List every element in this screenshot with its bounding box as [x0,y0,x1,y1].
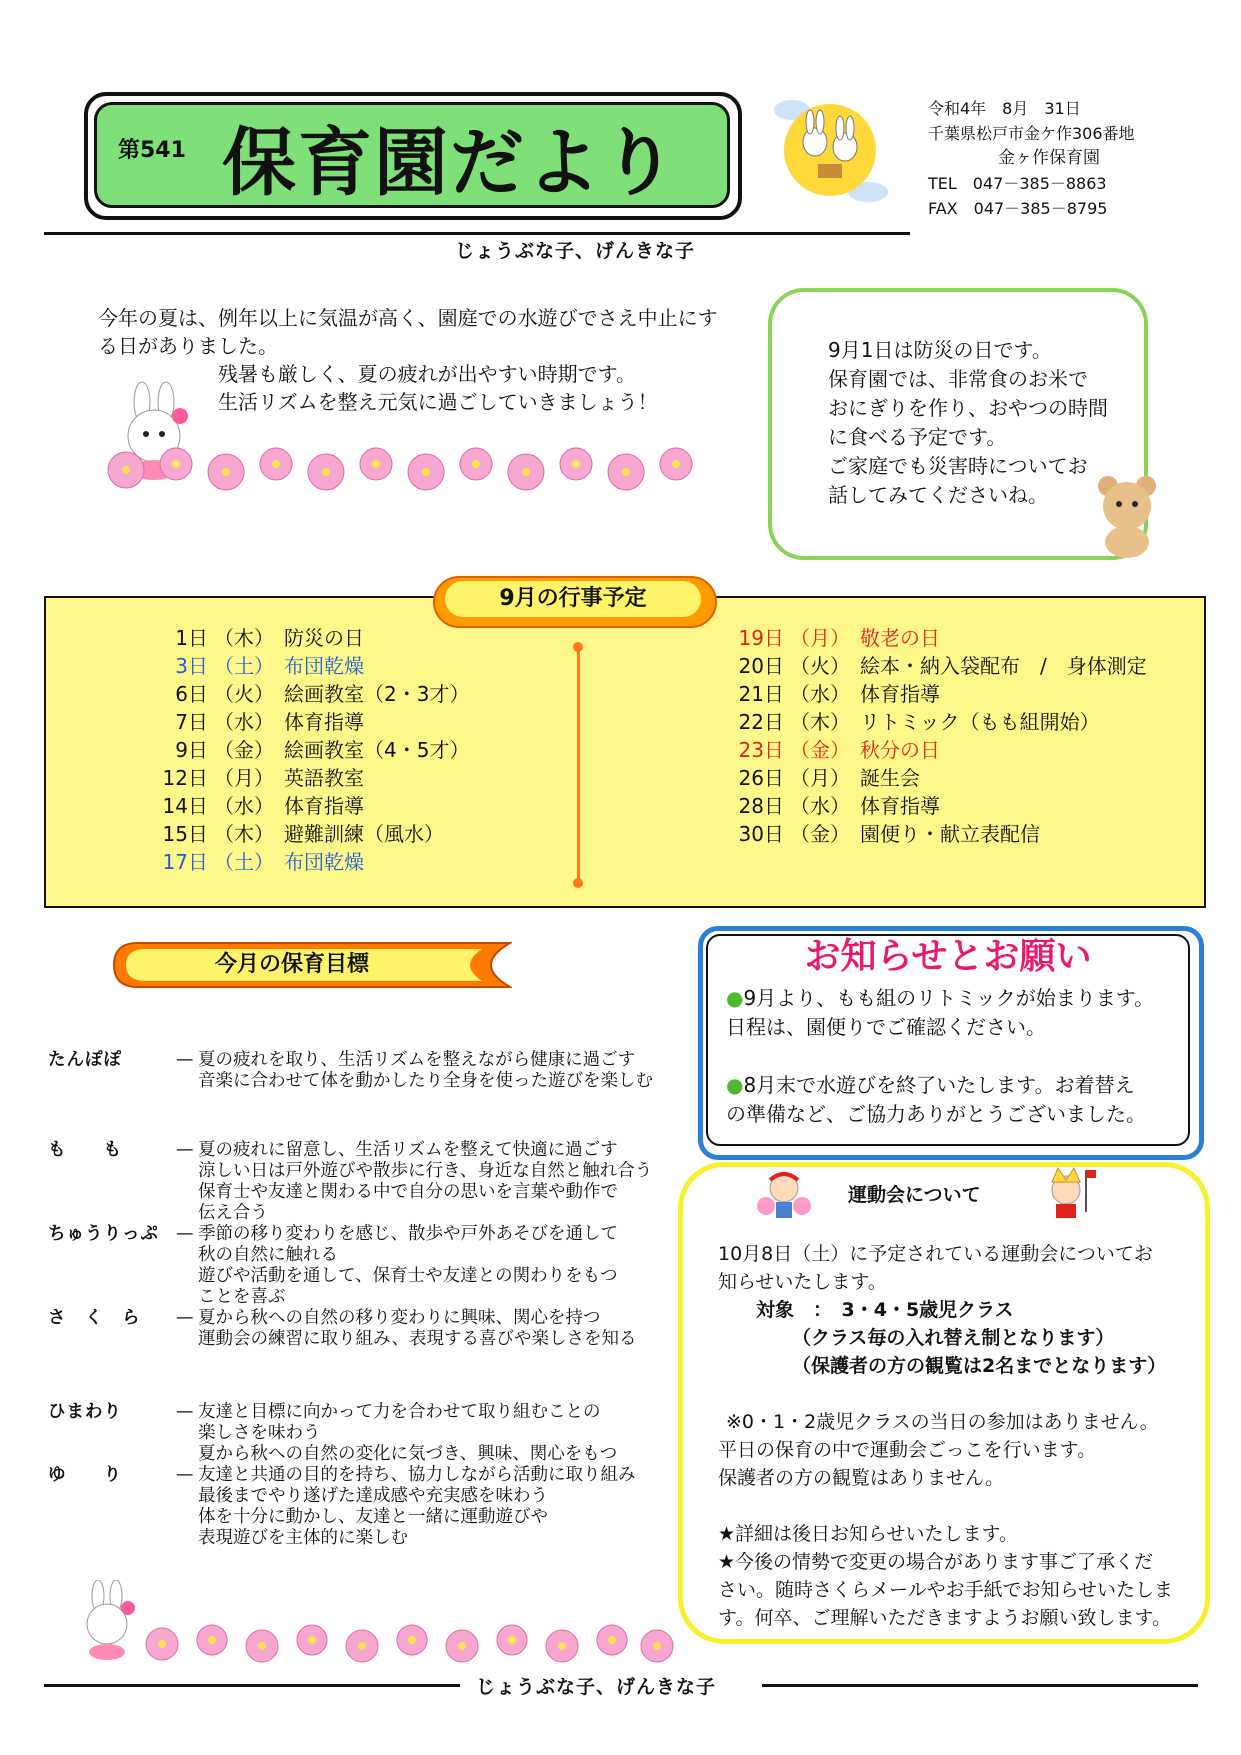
event-row [676,820,1147,848]
event-text: 布団乾燥 [284,850,364,874]
event-weekday: （月） [790,626,850,650]
address: 千葉県松戸市金ケ作306番地 [928,124,1135,143]
bullet-icon: ● [726,986,744,1010]
event-text: 秋分の日 [860,738,940,762]
newsletter-title: 保育園だより [222,120,678,206]
slogan-bottom: じょうぶな子、げんきな子 [476,1676,717,1698]
dash-icon: — [176,1465,194,1485]
sports-line: 知らせいたします。 [718,1271,887,1293]
sports-target: 対象 ： 3・4・5歳児クラス [756,1299,1014,1321]
nursery-info [928,96,1135,221]
event-row [100,736,469,764]
event-text: 絵本・納入袋配布 / 身体測定 [860,654,1147,678]
goal-line: 運動会の練習に取り組み、表現する喜びや楽しさを知る [198,1329,637,1349]
event-text: 絵画教室（2・3才） [284,682,470,706]
event-weekday: （金） [790,738,850,762]
event-day: 17日 [162,850,208,874]
flower-border [96,440,716,500]
goal-class: さ く ら [48,1308,141,1328]
event-text: 英語教室 [284,766,364,790]
event-weekday: （火） [214,682,274,706]
event-text: 園便り・献立表配信 [860,822,1040,846]
event-day: 14日 [162,794,208,818]
event-day: 15日 [162,822,208,846]
goal-class: ひまわり [48,1402,122,1422]
sports-line: 10月8日（土）に予定されている運動会についてお [718,1243,1153,1265]
disaster-line: おにぎりを作り、おやつの時間 [828,396,1108,420]
event-text: 体育指導 [284,710,364,734]
event-row [676,652,1147,680]
event-text: 避難訓練（風水） [284,822,444,846]
notice-line: 日程は、園便りでご確認ください。 [726,1015,1046,1039]
sports-line: 平日の保育の中で運動会ごっこを行います。 [718,1439,1097,1461]
event-weekday: （水） [790,682,850,706]
disaster-line: 保育園では、非常食のお米で [828,367,1088,391]
event-day: 28日 [738,794,784,818]
event-day: 30日 [738,822,784,846]
goal-item [48,1465,688,1549]
sports-line: さい。随時さくらメールやお手紙でお知らせいたしま [718,1579,1174,1601]
event-day: 6日 [175,682,208,706]
goal-item [48,1224,688,1308]
event-weekday: （火） [790,654,850,678]
goal-class: ゆ り [48,1465,122,1485]
nursery-name: 金ヶ作保育園 [998,148,1100,168]
flower-border [52,1614,682,1674]
event-day: 22日 [738,710,784,734]
event-weekday: （金） [214,738,274,762]
event-row [676,736,1147,764]
sports-day-title: 運動会について [848,1184,981,1206]
divider-dot [573,878,583,888]
event-weekday: （月） [214,766,274,790]
goal-line: 遊びや活動を通して、保育士や友達との関わりをもつ [198,1266,618,1286]
dash-icon: — [176,1224,194,1244]
event-row [100,792,469,820]
event-text: 布団乾燥 [284,654,364,678]
goal-line: 夏から秋への自然の移り変わりに興味、関心を持つ [198,1308,601,1328]
footer-rule-left [44,1684,460,1687]
goal-class: たんぽぽ [48,1050,122,1070]
goal-class: ちゅうりっぷ [48,1224,159,1244]
header-rule [44,232,910,235]
disaster-line: に食べる予定です。 [828,425,1007,449]
goal-line: 涼しい日は戸外遊びや散歩に行き、身近な自然と触れ合う [198,1161,653,1181]
goal-item [48,1308,688,1350]
issue-date: 令和4年 8月 31日 [928,99,1081,118]
dash-icon: — [176,1402,194,1422]
dash-icon: — [176,1140,194,1160]
event-row [100,820,469,848]
rabbits-illustration [770,92,890,207]
intro-line-2: 残暑も厳しく、夏の疲れが出やすい時期です。 [218,362,636,386]
notice-body [726,984,1186,1129]
event-text: 誕生会 [860,766,920,790]
goal-line: 保育士や友達と関わる中で自分の思いを言葉や動作で [198,1182,618,1202]
slogan-top: じょうぶな子、げんきな子 [455,240,696,262]
event-text: 敬老の日 [860,626,940,650]
goal-class: も も [48,1140,122,1160]
event-weekday: （水） [214,794,274,818]
event-row [676,792,1147,820]
goal-line: 夏から秋への自然の変化に気づき、興味、関心をもつ [198,1444,618,1464]
sports-day-body [704,1240,1184,1632]
goal-item [48,1050,688,1092]
event-day: 19日 [738,626,784,650]
disaster-line: 話してみてくださいね。 [828,483,1048,507]
goal-line: 最後までやり遂げた達成感や充実感を味わう [198,1486,548,1506]
sports-line: す。何卒、ご理解いただきますようお願い致します。 [718,1607,1171,1629]
goal-item [48,1140,688,1224]
event-day: 1日 [175,626,208,650]
goal-line: 夏の疲れを取り、生活リズムを整えながら健康に過ごす [198,1050,636,1070]
event-row [100,848,469,876]
sports-line: ★今後の情勢で変更の場合があります事ご了承くだ [718,1551,1154,1573]
goal-line: 表現遊びを主体的に楽しむ [198,1528,408,1548]
event-day: 12日 [162,766,208,790]
goal-line: 伝え合う [198,1203,268,1223]
disaster-line: 9月1日は防災の日です。 [828,338,1052,362]
event-text: 体育指導 [860,682,940,706]
event-row [100,652,469,680]
notice-line: の準備など、ご協力ありがとうございました。 [726,1102,1146,1126]
sports-line: ※0・1・2歳児クラスの当日の参加はありません。 [726,1411,1159,1433]
goal-line: 音楽に合わせて体を動かしたり全身を使った遊びを楽しむ [198,1071,653,1091]
notice-line: 8月末で水遊びを終了いたします。お着替え [743,1073,1135,1097]
event-text: 体育指導 [284,794,364,818]
event-text: 絵画教室（4・5才） [284,738,470,762]
goal-line: 夏の疲れに留意し、生活リズムを整えて快適に過ごす [198,1140,618,1160]
events-right-column [676,624,1147,848]
event-row [100,764,469,792]
tel-number: TEL 047－385－8863 [928,174,1107,193]
event-day: 7日 [175,710,208,734]
event-day: 9日 [175,738,208,762]
goal-line: ことを喜ぶ [198,1287,286,1307]
event-text: 防災の日 [284,626,364,650]
event-weekday: （土） [214,654,274,678]
goal-line: 体を十分に動かし、友達と一緒に運動遊びや [198,1507,548,1527]
sports-line: 保護者の方の観覧はありません。 [718,1467,1005,1489]
event-day: 21日 [738,682,784,706]
sports-line: ★詳細は後日お知らせいたします。 [718,1523,1018,1545]
notice-title: お知らせとお願い [804,936,1092,977]
goal-line: 友達と共通の目的を持ち、協力しながら活動に取り組み [198,1465,636,1485]
flag-child-illustration [1036,1162,1096,1222]
event-weekday: （金） [790,822,850,846]
goal-line: 友達と目標に向かって力を合わせて取り組むことの [198,1402,601,1422]
events-title: 9月の行事予定 [445,581,701,617]
event-weekday: （木） [214,822,274,846]
event-row [676,624,1147,652]
events-divider [577,646,580,882]
event-row [676,764,1147,792]
goal-item [48,1402,688,1465]
event-day: 20日 [738,654,784,678]
event-weekday: （水） [790,794,850,818]
event-text: 体育指導 [860,794,940,818]
dash-icon: — [176,1308,194,1328]
event-row [100,708,469,736]
event-text: リトミック（もも組開始） [860,710,1100,734]
sports-note: （クラス毎の入れ替え制となります） [792,1327,1115,1349]
fax-number: FAX 047－385－8795 [928,199,1108,218]
event-day: 3日 [175,654,208,678]
event-weekday: （木） [790,710,850,734]
cheering-child-illustration [756,1166,812,1222]
event-row [676,680,1147,708]
intro-line-1: 今年の夏は、例年以上に気温が高く、園庭での水遊びでさえ中止にする日がありました。 [98,306,718,358]
event-row [676,708,1147,736]
footer-rule-right [762,1684,1198,1687]
goals-list [48,1050,688,1549]
dash-icon: — [176,1050,194,1070]
event-weekday: （土） [214,850,274,874]
disaster-line: ご家庭でも災害時についてお [828,454,1088,478]
event-day: 23日 [738,738,784,762]
event-weekday: （水） [214,710,274,734]
event-weekday: （月） [790,766,850,790]
notice-line: 9月より、もも組のリトミックが始まります。 [743,986,1155,1010]
goal-line: 秋の自然に触れる [198,1245,338,1265]
sports-note: （保護者の方の観覧は2名までとなります） [792,1355,1167,1377]
events-left-column [100,624,469,876]
event-row [100,624,469,652]
intro-line-3: 生活リズムを整え元気に過ごしていきましょう！ [218,390,658,414]
event-weekday: （木） [214,626,274,650]
issue-number: 第541 [118,138,186,163]
bullet-icon: ● [726,1073,744,1097]
event-row [100,680,469,708]
divider-dot [573,642,583,652]
bear-illustration [1082,470,1172,560]
event-day: 26日 [738,766,784,790]
goal-line: 季節の移り変わりを感じ、散歩や戸外あそびを通して [198,1224,618,1244]
goal-line: 楽しさを味わう [198,1423,321,1443]
goals-title: 今月の保育目標 [214,952,369,977]
